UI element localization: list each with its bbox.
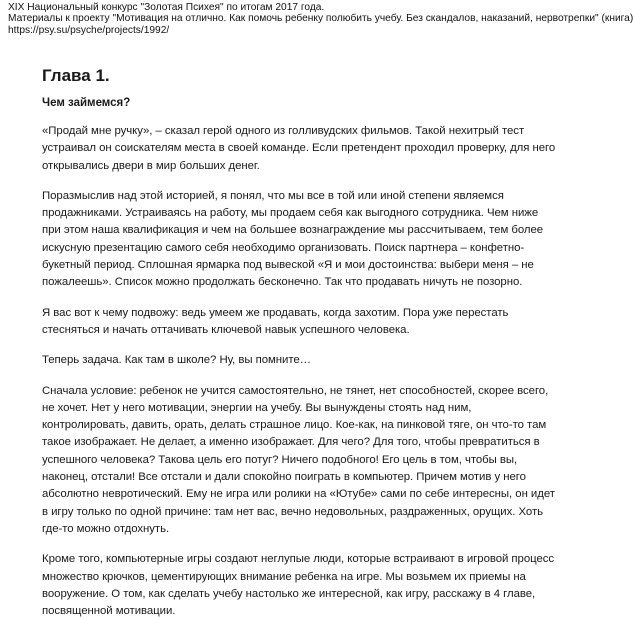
- chapter-title: Глава 1.: [42, 66, 110, 85]
- paragraph: Сначала условие: ребенок не учится самостоятельно, не тянет, нет способностей, скорее всего, не хочет. Нет у него мотивации, энергии на учебу. Вы вынуждены стоять над ним, контролировать, давить, орать, делать страшное лицо. Кое-как, на пинковой тяге, он что-то там такое изображает. Не делает, а именно изображает. Для чего? Для того, чтобы превратиться в успешного человека? Такова цель его потуг? Ничего подобного! Его цель в том, чтобы вы, наконец, отстали! Все отстали и дали спокойно поиграть в компьютер. Причем мотив у него абсолютно невротический. Ему не игра или ролики на «Ютубе» сами по себе интересны, он идет в игру только по одной причине: там нет вас, вечно недовольных, раздраженных, орущих. Хоть где-то можно отдохнуть.: [42, 384, 555, 535]
- section-heading: Чем займемся?: [42, 97, 131, 109]
- project-line: Материалы к проекту "Мотивация на отлично. Как помочь ребенку полюбить учебу. Без скандалов, наказаний, нервотрепки" (книга): [8, 13, 633, 25]
- paragraph: Поразмыслив над этой историей, я понял, что мы все в той или иной степени являемся продажниками. Устраиваясь на работу, мы продаем себя как выгодного сотрудника. Чем ниже при этом наша квалификация и чем на большее вознаграждение мы рассчитываем, тем более искусную презентацию самого себя необходимо организовать. Поиск партнера – конфетно-букетный период. Сплошная ярмарка под вывеской «Я и мои достоинства: выбери меня – не пожалеешь». Список можно продолжать бесконечно. Так что продавать ничуть не позорно.: [42, 189, 544, 289]
- document-header: [8, 2, 633, 36]
- paragraph: Теперь задача. Как там в школе? Ну, вы помните…: [42, 354, 312, 367]
- chapter-body: [42, 66, 558, 620]
- paragraph: Я вас вот к чему подвожу: ведь умеем же продавать, когда захотим. Пора уже перестать стесняться и начать оттачивать ключевой навык успешного человека.: [42, 306, 509, 336]
- paragraph: Кроме того, компьютерные игры создают неглупые люди, которые встраивают в игровой процесс множество крючков, цементирующих внимание ребенка на игре. Мы возьмем их приемы на вооружение. О том, как сделать учебу настолько же интересной, как игру, расскажу в 4 главе, посвященной мотивации.: [42, 553, 555, 618]
- source-url[interactable]: https://psy.su/psyche/projects/1992/: [8, 24, 170, 36]
- contest-line: XIX Национальный конкурс "Золотая Психея" по итогам 2017 года.: [8, 2, 325, 13]
- paragraph: «Продай мне ручку», – сказал герой одного из голливудских фильмов. Такой нехитрый тест устраивал он соискателям места в своей команде. Если претендент проходил проверку, для него открывались двери в мир больших денег.: [42, 125, 556, 172]
